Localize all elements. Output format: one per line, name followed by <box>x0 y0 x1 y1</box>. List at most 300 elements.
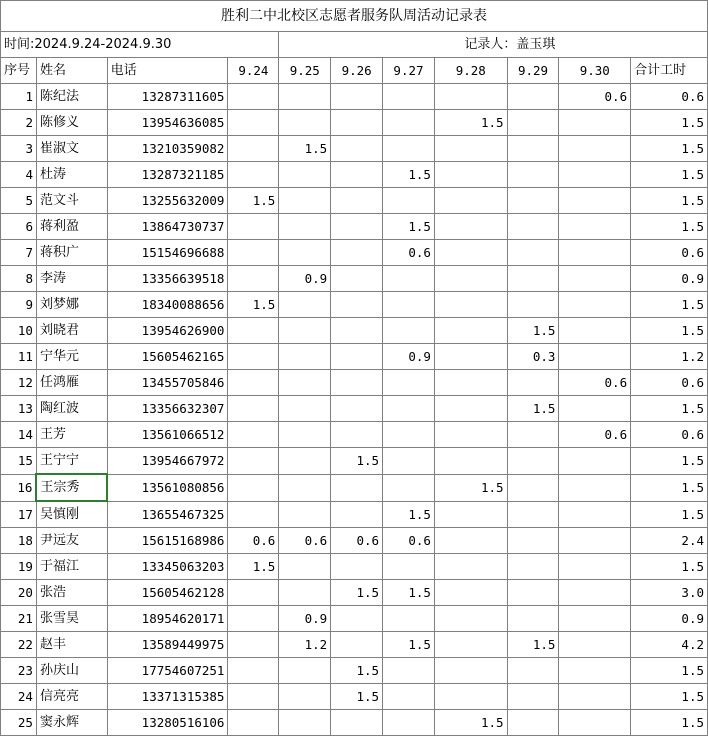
hours-cell[interactable] <box>559 580 631 606</box>
total-cell[interactable]: 1.5 <box>631 474 708 501</box>
phone-cell[interactable]: 18954620171 <box>107 606 228 632</box>
hours-cell[interactable] <box>279 448 331 475</box>
hours-cell[interactable]: 1.5 <box>228 554 279 580</box>
hours-cell[interactable] <box>507 136 559 162</box>
hours-cell[interactable] <box>228 501 279 528</box>
hours-cell[interactable] <box>383 84 435 110</box>
hours-cell[interactable] <box>507 188 559 214</box>
header-date[interactable]: 9.26 <box>331 58 383 84</box>
phone-cell[interactable]: 13345063203 <box>107 554 228 580</box>
name-cell[interactable]: 刘晓君 <box>36 318 107 344</box>
total-cell[interactable]: 0.6 <box>631 240 708 266</box>
hours-cell[interactable] <box>507 684 559 710</box>
seq-cell[interactable]: 25 <box>1 710 37 736</box>
table-row <box>1 580 708 606</box>
hours-cell[interactable] <box>228 422 279 448</box>
total-cell[interactable]: 1.5 <box>631 136 708 162</box>
hours-cell[interactable] <box>559 710 631 736</box>
name-cell[interactable]: 吴慎刚 <box>36 501 107 528</box>
seq-cell[interactable]: 16 <box>1 474 37 501</box>
seq-cell[interactable]: 22 <box>1 632 37 658</box>
phone-cell[interactable]: 13655467325 <box>107 501 228 528</box>
hours-cell[interactable] <box>507 710 559 736</box>
table-row <box>1 501 708 528</box>
hours-cell[interactable] <box>383 606 435 632</box>
hours-cell[interactable] <box>559 136 631 162</box>
hours-cell[interactable] <box>279 84 331 110</box>
hours-cell[interactable] <box>559 214 631 240</box>
hours-cell[interactable] <box>507 528 559 554</box>
hours-cell[interactable]: 1.5 <box>383 162 435 188</box>
hours-cell[interactable] <box>507 580 559 606</box>
hours-cell[interactable]: 1.5 <box>434 110 507 136</box>
total-cell[interactable]: 1.5 <box>631 214 708 240</box>
hours-cell[interactable] <box>228 710 279 736</box>
hours-cell[interactable] <box>507 422 559 448</box>
name-cell[interactable]: 范文斗 <box>36 188 107 214</box>
hours-cell[interactable] <box>559 344 631 370</box>
hours-cell[interactable] <box>228 658 279 684</box>
seq-cell[interactable]: 21 <box>1 606 37 632</box>
total-cell[interactable]: 1.5 <box>631 292 708 318</box>
hours-cell[interactable] <box>228 684 279 710</box>
hours-cell[interactable] <box>383 422 435 448</box>
name-cell[interactable]: 任鸿雁 <box>36 370 107 396</box>
hours-cell[interactable] <box>434 396 507 422</box>
phone-cell[interactable]: 13864730737 <box>107 214 228 240</box>
hours-cell[interactable] <box>434 136 507 162</box>
hours-cell[interactable] <box>228 396 279 422</box>
table-row <box>1 240 708 266</box>
phone-cell[interactable]: 15615168986 <box>107 528 228 554</box>
hours-cell[interactable]: 1.5 <box>507 632 559 658</box>
hours-cell[interactable] <box>507 554 559 580</box>
seq-cell[interactable]: 1 <box>1 84 37 110</box>
phone-cell[interactable]: 15605462165 <box>107 344 228 370</box>
hours-cell[interactable]: 0.6 <box>383 528 435 554</box>
hours-cell[interactable] <box>507 84 559 110</box>
name-cell[interactable]: 信亮亮 <box>36 684 107 710</box>
hours-cell[interactable] <box>383 188 435 214</box>
header-date[interactable]: 9.27 <box>383 58 435 84</box>
hours-cell[interactable] <box>383 658 435 684</box>
hours-cell[interactable] <box>279 188 331 214</box>
hours-cell[interactable] <box>279 240 331 266</box>
hours-cell[interactable] <box>559 528 631 554</box>
total-cell[interactable]: 0.6 <box>631 84 708 110</box>
total-cell[interactable]: 2.4 <box>631 528 708 554</box>
hours-cell[interactable] <box>228 448 279 475</box>
hours-cell[interactable]: 0.3 <box>507 344 559 370</box>
table-row <box>1 448 708 475</box>
hours-cell[interactable] <box>279 396 331 422</box>
seq-cell[interactable]: 20 <box>1 580 37 606</box>
hours-cell[interactable] <box>331 214 383 240</box>
seq-cell[interactable]: 10 <box>1 318 37 344</box>
seq-cell[interactable]: 13 <box>1 396 37 422</box>
phone-cell[interactable]: 13280516106 <box>107 710 228 736</box>
hours-cell[interactable] <box>228 214 279 240</box>
seq-cell[interactable]: 5 <box>1 188 37 214</box>
phone-cell[interactable]: 13589449975 <box>107 632 228 658</box>
blank-cell[interactable] <box>279 32 435 58</box>
hours-cell[interactable] <box>331 474 383 501</box>
hours-cell[interactable] <box>507 658 559 684</box>
phone-cell[interactable]: 13954667972 <box>107 448 228 475</box>
hours-cell[interactable]: 1.5 <box>331 580 383 606</box>
hours-cell[interactable]: 1.5 <box>228 188 279 214</box>
hours-cell[interactable] <box>434 580 507 606</box>
total-cell[interactable]: 1.5 <box>631 684 708 710</box>
header-date[interactable]: 9.24 <box>228 58 279 84</box>
hours-cell[interactable] <box>434 658 507 684</box>
hours-cell[interactable] <box>434 84 507 110</box>
hours-cell[interactable] <box>279 214 331 240</box>
hours-cell[interactable]: 0.6 <box>559 422 631 448</box>
table-row <box>1 110 708 136</box>
hours-cell[interactable]: 1.5 <box>383 214 435 240</box>
phone-cell[interactable]: 13356632307 <box>107 396 228 422</box>
hours-cell[interactable] <box>279 110 331 136</box>
hours-cell[interactable] <box>331 292 383 318</box>
hours-cell[interactable] <box>434 370 507 396</box>
hours-cell[interactable] <box>331 606 383 632</box>
table-row <box>1 136 708 162</box>
name-cell[interactable]: 陈纪法 <box>36 84 107 110</box>
hours-cell[interactable] <box>331 318 383 344</box>
phone-cell[interactable]: 13561066512 <box>107 422 228 448</box>
hours-cell[interactable] <box>507 162 559 188</box>
hours-cell[interactable] <box>331 422 383 448</box>
hours-cell[interactable] <box>331 110 383 136</box>
hours-cell[interactable] <box>383 474 435 501</box>
hours-cell[interactable]: 1.5 <box>279 136 331 162</box>
hours-cell[interactable] <box>279 554 331 580</box>
hours-cell[interactable] <box>228 580 279 606</box>
phone-cell[interactable]: 13356639518 <box>107 266 228 292</box>
hours-cell[interactable] <box>559 162 631 188</box>
header-name[interactable]: 姓名 <box>36 58 107 84</box>
seq-cell[interactable]: 23 <box>1 658 37 684</box>
hours-cell[interactable] <box>507 448 559 475</box>
hours-cell[interactable] <box>228 110 279 136</box>
header-date[interactable]: 9.28 <box>434 58 507 84</box>
hours-cell[interactable] <box>434 344 507 370</box>
total-cell[interactable]: 0.9 <box>631 266 708 292</box>
name-cell[interactable]: 孙庆山 <box>36 658 107 684</box>
hours-cell[interactable] <box>383 370 435 396</box>
phone-cell[interactable]: 13287321185 <box>107 162 228 188</box>
hours-cell[interactable]: 0.6 <box>383 240 435 266</box>
total-cell[interactable]: 1.5 <box>631 396 708 422</box>
hours-cell[interactable] <box>331 240 383 266</box>
table-title[interactable]: 胜利二中北校区志愿者服务队周活动记录表 <box>1 1 708 32</box>
hours-cell[interactable] <box>331 136 383 162</box>
hours-cell[interactable] <box>383 554 435 580</box>
seq-cell[interactable]: 8 <box>1 266 37 292</box>
total-cell[interactable]: 0.6 <box>631 370 708 396</box>
hours-cell[interactable] <box>279 580 331 606</box>
hours-cell[interactable] <box>434 162 507 188</box>
hours-cell[interactable] <box>507 266 559 292</box>
hours-cell[interactable] <box>507 370 559 396</box>
hours-cell[interactable] <box>279 710 331 736</box>
hours-cell[interactable]: 1.5 <box>383 501 435 528</box>
hours-cell[interactable] <box>279 318 331 344</box>
hours-cell[interactable]: 1.5 <box>434 474 507 501</box>
phone-cell[interactable]: 13455705846 <box>107 370 228 396</box>
hours-cell[interactable] <box>507 110 559 136</box>
phone-cell[interactable]: 17754607251 <box>107 658 228 684</box>
name-cell[interactable]: 蒋积广 <box>36 240 107 266</box>
hours-cell[interactable] <box>559 501 631 528</box>
name-cell[interactable]: 崔淑文 <box>36 136 107 162</box>
seq-cell[interactable]: 18 <box>1 528 37 554</box>
hours-cell[interactable] <box>507 292 559 318</box>
total-cell[interactable]: 1.5 <box>631 710 708 736</box>
hours-cell[interactable] <box>228 344 279 370</box>
name-cell[interactable]: 李涛 <box>36 266 107 292</box>
hours-cell[interactable] <box>559 474 631 501</box>
hours-cell[interactable] <box>434 422 507 448</box>
total-cell[interactable]: 0.6 <box>631 422 708 448</box>
hours-cell[interactable] <box>559 396 631 422</box>
hours-cell[interactable] <box>434 214 507 240</box>
hours-cell[interactable] <box>331 710 383 736</box>
hours-cell[interactable] <box>434 632 507 658</box>
hours-cell[interactable] <box>434 448 507 475</box>
seq-cell[interactable]: 17 <box>1 501 37 528</box>
hours-cell[interactable]: 0.9 <box>279 266 331 292</box>
hours-cell[interactable] <box>559 606 631 632</box>
hours-cell[interactable] <box>228 136 279 162</box>
total-cell[interactable]: 0.9 <box>631 606 708 632</box>
hours-cell[interactable] <box>434 188 507 214</box>
hours-cell[interactable] <box>507 474 559 501</box>
seq-cell[interactable]: 3 <box>1 136 37 162</box>
hours-cell[interactable] <box>383 318 435 344</box>
header-total[interactable]: 合计工时 <box>631 58 708 84</box>
total-cell[interactable]: 1.5 <box>631 162 708 188</box>
hours-cell[interactable] <box>228 606 279 632</box>
hours-cell[interactable] <box>383 396 435 422</box>
hours-cell[interactable]: 1.5 <box>383 580 435 606</box>
hours-cell[interactable] <box>279 344 331 370</box>
hours-cell[interactable] <box>434 318 507 344</box>
hours-cell[interactable] <box>383 292 435 318</box>
name-cell[interactable]: 于福江 <box>36 554 107 580</box>
hours-cell[interactable] <box>434 292 507 318</box>
name-cell[interactable]: 刘梦娜 <box>36 292 107 318</box>
table-row <box>1 632 708 658</box>
hours-cell[interactable] <box>279 422 331 448</box>
phone-cell[interactable]: 13210359082 <box>107 136 228 162</box>
seq-cell[interactable]: 15 <box>1 448 37 475</box>
total-cell[interactable]: 1.5 <box>631 501 708 528</box>
hours-cell[interactable] <box>559 632 631 658</box>
header-date[interactable]: 9.25 <box>279 58 331 84</box>
hours-cell[interactable] <box>559 658 631 684</box>
hours-cell[interactable] <box>331 188 383 214</box>
hours-cell[interactable]: 1.5 <box>383 632 435 658</box>
hours-cell[interactable] <box>559 110 631 136</box>
hours-cell[interactable] <box>228 474 279 501</box>
name-cell[interactable]: 蒋利盈 <box>36 214 107 240</box>
hours-cell[interactable] <box>331 344 383 370</box>
seq-cell[interactable]: 4 <box>1 162 37 188</box>
hours-cell[interactable]: 0.9 <box>279 606 331 632</box>
hours-cell[interactable] <box>434 554 507 580</box>
hours-cell[interactable] <box>434 266 507 292</box>
seq-cell[interactable]: 14 <box>1 422 37 448</box>
hours-cell[interactable] <box>383 448 435 475</box>
total-cell[interactable]: 1.2 <box>631 344 708 370</box>
seq-cell[interactable]: 11 <box>1 344 37 370</box>
hours-cell[interactable] <box>434 528 507 554</box>
total-cell[interactable]: 4.2 <box>631 632 708 658</box>
hours-cell[interactable]: 1.5 <box>507 396 559 422</box>
hours-cell[interactable] <box>331 554 383 580</box>
hours-cell[interactable] <box>434 684 507 710</box>
hours-cell[interactable] <box>228 84 279 110</box>
hours-cell[interactable] <box>279 474 331 501</box>
total-cell[interactable]: 3.0 <box>631 580 708 606</box>
name-cell[interactable]: 张雪昊 <box>36 606 107 632</box>
total-cell[interactable]: 1.5 <box>631 188 708 214</box>
hours-cell[interactable] <box>279 370 331 396</box>
hours-cell[interactable] <box>559 266 631 292</box>
seq-cell[interactable]: 12 <box>1 370 37 396</box>
total-cell[interactable]: 1.5 <box>631 554 708 580</box>
name-cell[interactable]: 张浩 <box>36 580 107 606</box>
name-cell[interactable]: 窦永辉 <box>36 710 107 736</box>
hours-cell[interactable] <box>331 370 383 396</box>
total-cell[interactable]: 1.5 <box>631 448 708 475</box>
hours-cell[interactable] <box>383 266 435 292</box>
phone-cell[interactable]: 13371315385 <box>107 684 228 710</box>
seq-cell[interactable]: 6 <box>1 214 37 240</box>
hours-cell[interactable]: 1.5 <box>507 318 559 344</box>
table-row <box>1 554 708 580</box>
hours-cell[interactable]: 0.6 <box>331 528 383 554</box>
hours-cell[interactable] <box>559 554 631 580</box>
hours-cell[interactable] <box>331 266 383 292</box>
hours-cell[interactable] <box>383 136 435 162</box>
hours-cell[interactable]: 0.6 <box>228 528 279 554</box>
table-row <box>1 292 708 318</box>
recorder[interactable]: 记录人：盖玉琪 <box>434 32 707 58</box>
hours-cell[interactable] <box>559 448 631 475</box>
hours-cell[interactable] <box>279 501 331 528</box>
phone-cell[interactable]: 13954626900 <box>107 318 228 344</box>
name-cell[interactable]: 杜涛 <box>36 162 107 188</box>
hours-cell[interactable] <box>228 632 279 658</box>
hours-cell[interactable] <box>559 240 631 266</box>
hours-cell[interactable] <box>383 110 435 136</box>
hours-cell[interactable]: 1.5 <box>331 684 383 710</box>
hours-cell[interactable]: 0.6 <box>559 84 631 110</box>
phone-cell[interactable]: 13561080856 <box>107 474 228 501</box>
hours-cell[interactable] <box>434 240 507 266</box>
seq-cell[interactable]: 9 <box>1 292 37 318</box>
phone-cell[interactable]: 13255632009 <box>107 188 228 214</box>
hours-cell[interactable] <box>228 240 279 266</box>
table-row <box>1 474 708 501</box>
hours-cell[interactable] <box>559 318 631 344</box>
name-cell[interactable]: 王宁宁 <box>36 448 107 475</box>
seq-cell[interactable]: 7 <box>1 240 37 266</box>
name-cell[interactable]: 宁华元 <box>36 344 107 370</box>
phone-cell[interactable]: 13954636085 <box>107 110 228 136</box>
header-seq[interactable]: 序号 <box>1 58 37 84</box>
hours-cell[interactable] <box>331 396 383 422</box>
name-cell[interactable]: 尹远友 <box>36 528 107 554</box>
hours-cell[interactable] <box>228 162 279 188</box>
name-cell[interactable]: 王芳 <box>36 422 107 448</box>
hours-cell[interactable]: 1.5 <box>331 448 383 475</box>
hours-cell[interactable] <box>228 370 279 396</box>
hours-cell[interactable] <box>434 606 507 632</box>
hours-cell[interactable] <box>507 240 559 266</box>
seq-cell[interactable]: 19 <box>1 554 37 580</box>
hours-cell[interactable] <box>434 501 507 528</box>
hours-cell[interactable] <box>331 632 383 658</box>
hours-cell[interactable] <box>507 501 559 528</box>
total-cell[interactable]: 1.5 <box>631 110 708 136</box>
header-date[interactable]: 9.30 <box>559 58 631 84</box>
name-cell[interactable]: 陶红波 <box>36 396 107 422</box>
name-cell[interactable]: 王宗秀 <box>36 474 107 501</box>
hours-cell[interactable] <box>559 188 631 214</box>
hours-cell[interactable]: 1.5 <box>228 292 279 318</box>
name-cell[interactable]: 赵丰 <box>36 632 107 658</box>
hours-cell[interactable]: 0.6 <box>279 528 331 554</box>
hours-cell[interactable] <box>279 162 331 188</box>
phone-cell[interactable]: 13287311605 <box>107 84 228 110</box>
time-range[interactable]: 时间:2024.9.24-2024.9.30 <box>1 32 279 58</box>
hours-cell[interactable] <box>383 710 435 736</box>
hours-cell[interactable] <box>507 606 559 632</box>
hours-cell[interactable]: 0.6 <box>559 370 631 396</box>
hours-cell[interactable] <box>279 292 331 318</box>
hours-cell[interactable]: 1.2 <box>279 632 331 658</box>
seq-cell[interactable]: 24 <box>1 684 37 710</box>
hours-cell[interactable] <box>331 501 383 528</box>
hours-cell[interactable] <box>331 162 383 188</box>
hours-cell[interactable] <box>279 684 331 710</box>
total-cell[interactable]: 1.5 <box>631 318 708 344</box>
phone-cell[interactable]: 15605462128 <box>107 580 228 606</box>
phone-cell[interactable]: 18340088656 <box>107 292 228 318</box>
header-phone[interactable]: 电话 <box>107 58 228 84</box>
header-date[interactable]: 9.29 <box>507 58 559 84</box>
hours-cell[interactable] <box>331 84 383 110</box>
total-cell[interactable]: 1.5 <box>631 658 708 684</box>
hours-cell[interactable]: 0.9 <box>383 344 435 370</box>
hours-cell[interactable]: 1.5 <box>434 710 507 736</box>
hours-cell[interactable] <box>559 292 631 318</box>
hours-cell[interactable] <box>228 318 279 344</box>
hours-cell[interactable]: 1.5 <box>331 658 383 684</box>
hours-cell[interactable] <box>507 214 559 240</box>
hours-cell[interactable] <box>383 684 435 710</box>
hours-cell[interactable] <box>228 266 279 292</box>
seq-cell[interactable]: 2 <box>1 110 37 136</box>
phone-cell[interactable]: 15154696688 <box>107 240 228 266</box>
name-cell[interactable]: 陈修义 <box>36 110 107 136</box>
hours-cell[interactable] <box>279 658 331 684</box>
hours-cell[interactable] <box>559 684 631 710</box>
